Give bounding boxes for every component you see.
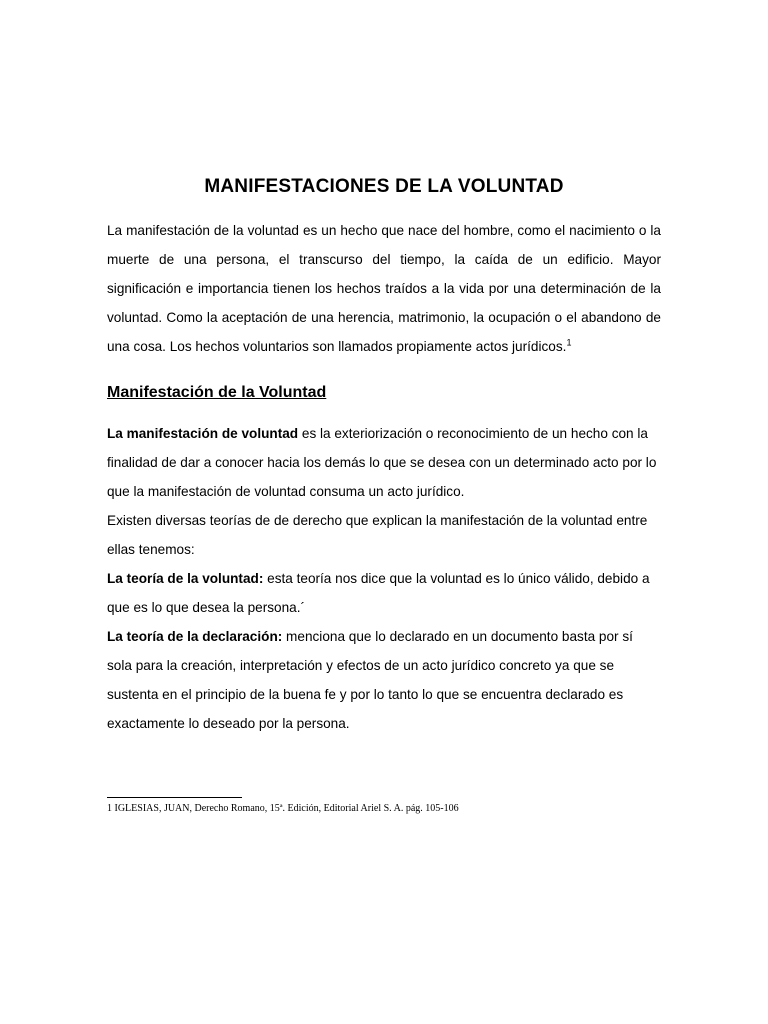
section-heading: Manifestación de la Voluntad <box>107 384 327 401</box>
page-title: MANIFESTACIONES DE LA VOLUNTAD <box>204 176 564 197</box>
theory-declaration-text: menciona que lo declarado en un documento basta por sí sola para la creación, interpretación y efectos de un acto jurídico concreto ya que se sustenta en el principio de la buena fe y por lo tanto lo que se encuentra declarado es exactamente lo deseado por la persona. <box>107 629 633 731</box>
theory-will-term: La teoría de la voluntad: <box>107 571 264 586</box>
theory-will-text: esta teoría nos dice que la voluntad es lo único válido, debido a que es lo que desea la persona.´ <box>107 571 650 615</box>
document-page <box>107 176 661 738</box>
theories-intro-text: Existen diversas teorías de de derecho que explican la manifestación de la voluntad entre ellas tenemos: <box>107 513 648 557</box>
definition-paragraph <box>107 419 661 506</box>
footnote: 1 IGLESIAS, JUAN, Derecho Romano, 15ª. Edición, Editorial Ariel S. A. pág. 105-106 <box>107 803 459 814</box>
intro-text: La manifestación de la voluntad es un hecho que nace del hombre, como el nacimiento o la muerte de una persona, el transcurso del tiempo, la caída de un edificio. Mayor significación e importancia tienen los hechos traídos a la vida por una determinación de la voluntad. Como la aceptación de una herencia, matrimonio, la ocupación o el abandono de una cosa. Los hechos voluntarios son llamados propiamente actos jurídicos. <box>107 223 661 354</box>
theory-declaration-term: La teoría de la declaración: <box>107 629 283 644</box>
intro-paragraph <box>107 216 661 361</box>
theories-intro-paragraph <box>107 506 661 564</box>
theory-declaration-paragraph <box>107 622 661 738</box>
definition-text: es la exteriorización o reconocimiento de un hecho con la finalidad de dar a conocer hacia los demás lo que se desea con un determinado acto por lo que la manifestación de voluntad consuma un acto jurídico. <box>107 426 657 499</box>
footnote-reference[interactable]: 1 <box>566 337 572 348</box>
theory-will-paragraph <box>107 564 661 622</box>
footnote-separator <box>107 797 242 798</box>
definition-term: La manifestación de voluntad <box>107 426 299 441</box>
